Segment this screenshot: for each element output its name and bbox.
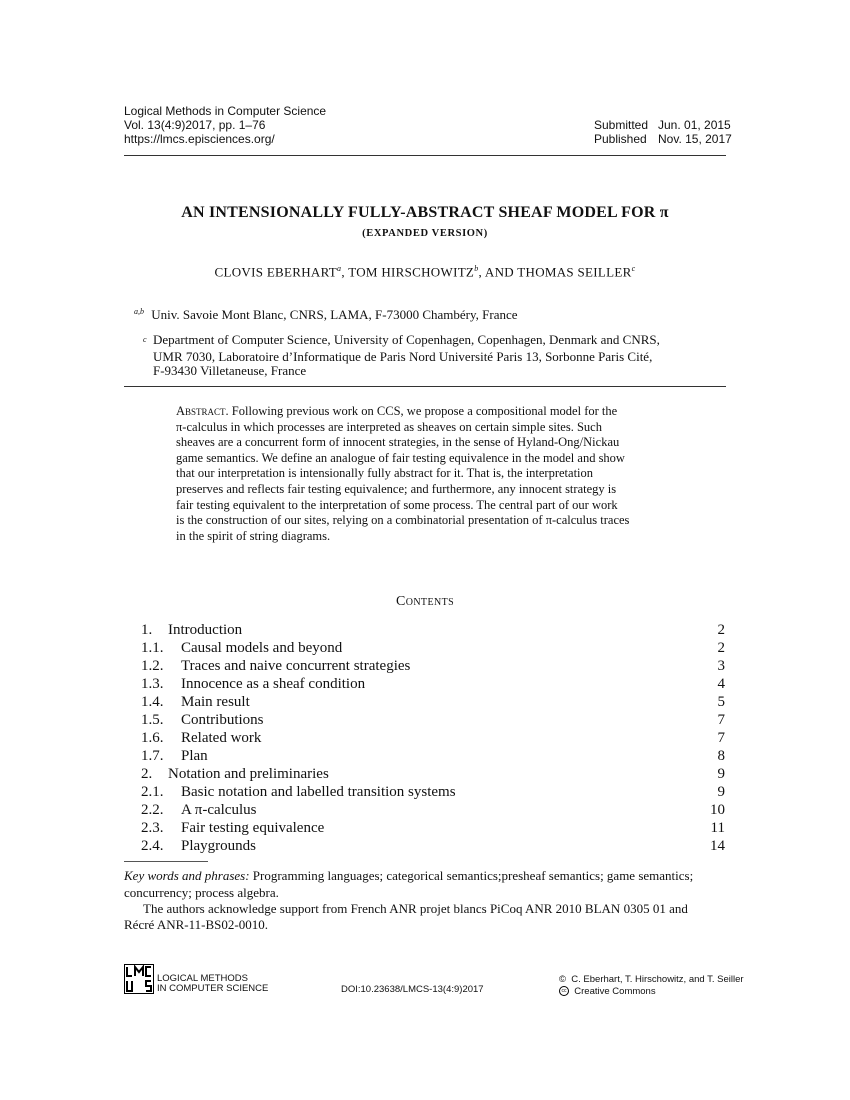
- toc-label: Main result: [181, 694, 250, 710]
- toc-entry[interactable]: [141, 783, 725, 801]
- toc-page: 2: [717, 622, 725, 638]
- published-label: Published: [594, 132, 647, 146]
- journal-name: Logical Methods in Computer Science: [124, 104, 327, 118]
- abstract-line: in the spirit of string diagrams.: [176, 528, 331, 543]
- affiliation-ab-text: Univ. Savoie Mont Blanc, CNRS, LAMA, F-73000 Chambéry, France: [151, 307, 518, 323]
- author-3: , AND THOMAS SEILLER: [478, 264, 632, 280]
- toc-label: Plan: [181, 748, 208, 764]
- toc-entry[interactable]: [141, 801, 725, 819]
- toc-label: Traces and naive concurrent strategies: [181, 658, 411, 674]
- ack-line2: Récré ANR-11-BS02-0010.: [124, 917, 268, 932]
- toc-entry[interactable]: [141, 621, 725, 639]
- toc-label: Causal models and beyond: [181, 640, 343, 656]
- toc-page: 3: [717, 658, 725, 674]
- affiliation-ab: [134, 303, 518, 323]
- toc-entry[interactable]: [141, 657, 725, 675]
- author-2: , TOM HIRSCHOWITZ: [341, 264, 475, 280]
- author-3-mark: c: [631, 264, 636, 273]
- affiliation-rule: [124, 386, 726, 387]
- license[interactable]: Creative Commons: [574, 986, 656, 997]
- toc-page: 8: [717, 748, 725, 764]
- abstract-line: is the construction of our sites, relying on a combinatorial presentation of π-calculus traces: [176, 513, 630, 528]
- toc-page: 9: [717, 766, 725, 782]
- toc-num: 1.4.: [141, 694, 164, 710]
- affiliation-c-mark: [143, 331, 147, 351]
- paper-title: AN INTENSIONALLY FULLY-ABSTRACT SHEAF MODEL FOR π: [181, 204, 669, 221]
- toc-num: 2.4.: [141, 838, 164, 854]
- toc-label: A π-calculus: [181, 802, 257, 818]
- toc-entry[interactable]: [141, 693, 725, 711]
- abstract-line: preserves and reflects fair testing equivalence; and furthermore, any innocent strategy is: [176, 481, 617, 496]
- creative-commons-icon: cc: [559, 986, 569, 996]
- toc-page: 10: [710, 802, 725, 818]
- toc-entry[interactable]: [141, 639, 725, 657]
- abstract-line: fair testing equivalent to the interpretation of some process. The central part of our work: [176, 497, 618, 512]
- keywords-text-cont: concurrency; process algebra.: [124, 885, 279, 900]
- affiliation-c-sup: c: [143, 335, 147, 344]
- toc-page: 7: [717, 712, 725, 728]
- toc-page: 9: [717, 784, 725, 800]
- toc-label: Related work: [181, 730, 262, 746]
- toc-entry[interactable]: [141, 819, 725, 837]
- author-1-mark: a: [337, 264, 342, 273]
- toc-entry[interactable]: [141, 711, 725, 729]
- toc-label: Basic notation and labelled transition systems: [181, 784, 456, 800]
- affiliation-c-line1: Department of Computer Science, University of Copenhagen, Copenhagen, Denmark and CNRS,: [153, 332, 660, 347]
- abstract-line: that our interpretation is intensionally fully abstract for it. That is, the interpretation: [176, 466, 594, 481]
- footnote-rule: [124, 861, 208, 862]
- toc-page: 5: [717, 694, 725, 710]
- toc-page: 7: [717, 730, 725, 746]
- toc-num: 1.7.: [141, 748, 164, 764]
- toc-entry[interactable]: [141, 729, 725, 747]
- logo-text: [157, 974, 268, 994]
- lmcs-logo-icon: [124, 964, 154, 994]
- toc-num: 1.5.: [141, 712, 164, 728]
- keywords-footnote: [124, 867, 726, 901]
- copyright-icon: ©: [559, 974, 566, 985]
- keywords-text: Programming languages; categorical semantics;presheaf semantics; game semantics;: [252, 868, 694, 883]
- copyright-block: [559, 974, 744, 998]
- toc-page: 4: [717, 676, 725, 692]
- toc-label: Playgrounds: [181, 838, 256, 854]
- paper-subtitle: (EXPANDED VERSION): [362, 228, 488, 239]
- abstract-line: π-calculus in which processes are interpreted as sheaves on certain simple sites. Such: [176, 419, 602, 434]
- abstract-line: game semantics. We define an analogue of fair testing equivalence in the model and show: [176, 450, 625, 465]
- toc-label: Fair testing equivalence: [181, 820, 325, 836]
- journal-url[interactable]: https://lmcs.episciences.org/: [124, 132, 275, 146]
- toc-num: 2.2.: [141, 802, 164, 818]
- author-1: CLOVIS EBERHART: [214, 264, 338, 280]
- doi[interactable]: DOI:10.23638/LMCS-13(4:9)2017: [341, 984, 484, 995]
- toc-page: 14: [710, 838, 725, 854]
- toc-num: 2.3.: [141, 820, 164, 836]
- author-line: [0, 264, 850, 280]
- toc-num: 1.2.: [141, 658, 164, 674]
- toc-num: 1.: [141, 622, 153, 638]
- toc-page: 11: [710, 820, 725, 836]
- abstract-text-first: Following previous work on CCS, we propose a compositional model for the: [231, 404, 618, 418]
- toc-entry[interactable]: [141, 675, 725, 693]
- submitted-label: Submitted: [594, 118, 649, 132]
- abstract-line: sheaves are a concurrent form of innocent strategies, in the sense of Hyland-Ong/Nickau: [176, 435, 620, 450]
- submitted-date: Jun. 01, 2015: [658, 118, 731, 132]
- toc-num: 2.1.: [141, 784, 164, 800]
- keywords-label: Key words and phrases:: [124, 868, 250, 883]
- toc-label: Innocence as a sheaf condition: [181, 676, 366, 692]
- affiliation-c-line2: UMR 7030, Laboratoire d’Informatique de Paris Nord Université Paris 13, Sorbonne Paris Cité,: [153, 349, 653, 364]
- toc-num: 1.1.: [141, 640, 164, 656]
- toc-num: 2.: [141, 766, 153, 782]
- abstract: [176, 404, 676, 544]
- author-2-mark: b: [474, 264, 479, 273]
- toc-num: 1.6.: [141, 730, 164, 746]
- logo-line1: LOGICAL METHODS: [157, 973, 248, 984]
- toc-label: Contributions: [181, 712, 264, 728]
- toc-entry[interactable]: [141, 837, 725, 855]
- abstract-line: [176, 404, 676, 420]
- published-date: Nov. 15, 2017: [658, 132, 732, 146]
- header-rule: [124, 155, 726, 156]
- toc-entry[interactable]: [141, 747, 725, 765]
- affiliation-c-line3: F-93430 Villetaneuse, France: [153, 363, 307, 378]
- toc-entry[interactable]: [141, 765, 725, 783]
- toc-num: 1.3.: [141, 676, 164, 692]
- toc-label: Introduction: [168, 622, 243, 638]
- affiliation-ab-mark: a,b: [134, 307, 144, 316]
- ack-line1: The authors acknowledge support from French ANR projet blancs PiCoq ANR 2010 BLAN 0305 01 and: [143, 901, 688, 916]
- abstract-label: Abstract.: [176, 404, 229, 418]
- contents-heading: Contents: [395, 594, 455, 609]
- logo-line2: IN COMPUTER SCIENCE: [157, 983, 269, 994]
- toc-label: Notation and preliminaries: [168, 766, 329, 782]
- toc-page: 2: [717, 640, 725, 656]
- volume-info: Vol. 13(4:9)2017, pp. 1–76: [124, 118, 266, 132]
- copyright-holders: C. Eberhart, T. Hirschowitz, and T. Seiller: [571, 974, 744, 985]
